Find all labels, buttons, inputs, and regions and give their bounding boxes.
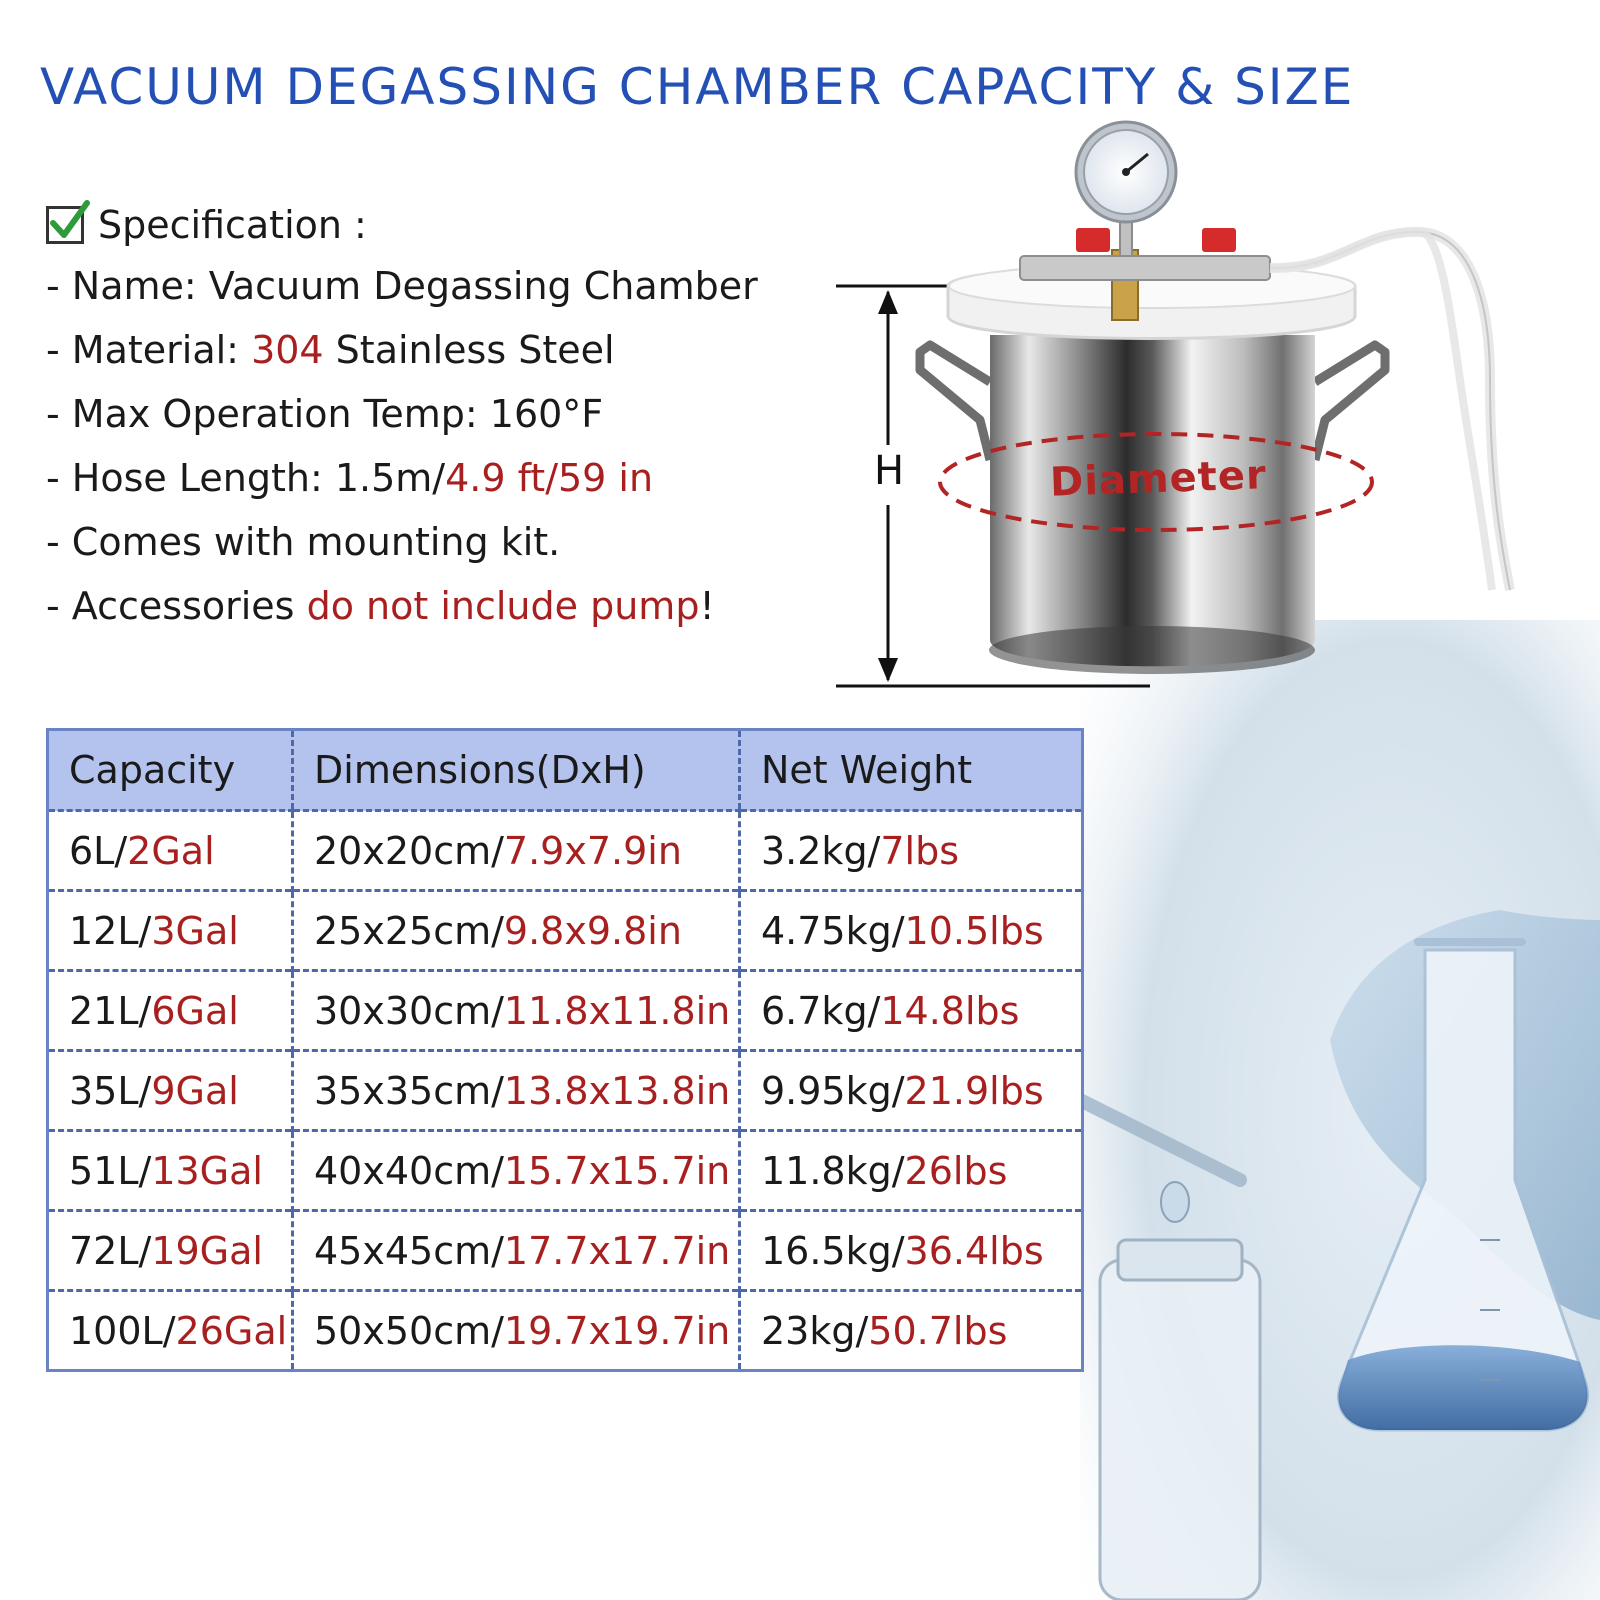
cell-dimensions: 45x45cm/17.7x17.7in: [293, 1211, 740, 1291]
cell-dimensions: 50x50cm/19.7x19.7in: [293, 1291, 740, 1371]
table-row: [48, 1131, 1083, 1211]
diameter-label: Diameter: [1049, 452, 1268, 506]
table-row: [48, 1211, 1083, 1291]
cell-net-weight: 11.8kg/26lbs: [740, 1131, 1083, 1211]
cell-dimensions: 25x25cm/9.8x9.8in: [293, 891, 740, 971]
cell-dimensions: 40x40cm/15.7x15.7in: [293, 1131, 740, 1211]
cell-capacity: 100L/26Gal: [48, 1291, 293, 1371]
cell-capacity: 35L/9Gal: [48, 1051, 293, 1131]
cell-dimensions: 20x20cm/7.9x7.9in: [293, 811, 740, 891]
table-row: [48, 971, 1083, 1051]
header-dimensions: Dimensions(DxH): [293, 730, 740, 811]
cell-capacity: 21L/6Gal: [48, 971, 293, 1051]
table-header-row: [48, 730, 1083, 811]
capacity-size-table: [46, 728, 1084, 1372]
header-net-weight: Net Weight: [740, 730, 1083, 811]
table-row: [48, 1291, 1083, 1371]
spec-accessories: - Accessories do not include pump!: [46, 584, 715, 628]
vacuum-chamber-image: [820, 120, 1540, 720]
cell-capacity: 72L/19Gal: [48, 1211, 293, 1291]
cell-net-weight: 4.75kg/10.5lbs: [740, 891, 1083, 971]
cell-dimensions: 35x35cm/13.8x13.8in: [293, 1051, 740, 1131]
cell-capacity: 51L/13Gal: [48, 1131, 293, 1211]
header-capacity: Capacity: [48, 730, 293, 811]
specification-list: [46, 196, 758, 638]
cell-capacity: 6L/2Gal: [69, 828, 215, 873]
checkbox-checked-icon: [46, 206, 84, 244]
table-row: [48, 1051, 1083, 1131]
spec-max-temp: - Max Operation Temp: 160°F: [46, 392, 604, 436]
cell-net-weight: 3.2kg/7lbs: [740, 811, 1083, 891]
cell-net-weight: 16.5kg/36.4lbs: [740, 1211, 1083, 1291]
table-row: [48, 811, 1083, 891]
page-title: VACUUM DEGASSING CHAMBER CAPACITY & SIZE: [40, 58, 1355, 116]
spec-name: - Name: Vacuum Degassing Chamber: [46, 264, 758, 308]
specification-heading-row: [46, 196, 758, 254]
spec-material: - Material: 304 Stainless Steel: [46, 328, 615, 372]
spec-mounting-kit: - Comes with mounting kit.: [46, 520, 561, 564]
cell-capacity: 12L/3Gal: [48, 891, 293, 971]
cell-net-weight: 6.7kg/14.8lbs: [740, 971, 1083, 1051]
cell-net-weight: 23kg/50.7lbs: [740, 1291, 1083, 1371]
cell-net-weight: 9.95kg/21.9lbs: [740, 1051, 1083, 1131]
lab-background-image: [1080, 620, 1600, 1600]
spec-hose-length: - Hose Length: 1.5m/4.9 ft/59 in: [46, 456, 654, 500]
height-label: H: [874, 448, 905, 494]
specification-heading: Specification :: [98, 203, 367, 247]
cell-dimensions: 30x30cm/11.8x11.8in: [293, 971, 740, 1051]
table-row: [48, 891, 1083, 971]
